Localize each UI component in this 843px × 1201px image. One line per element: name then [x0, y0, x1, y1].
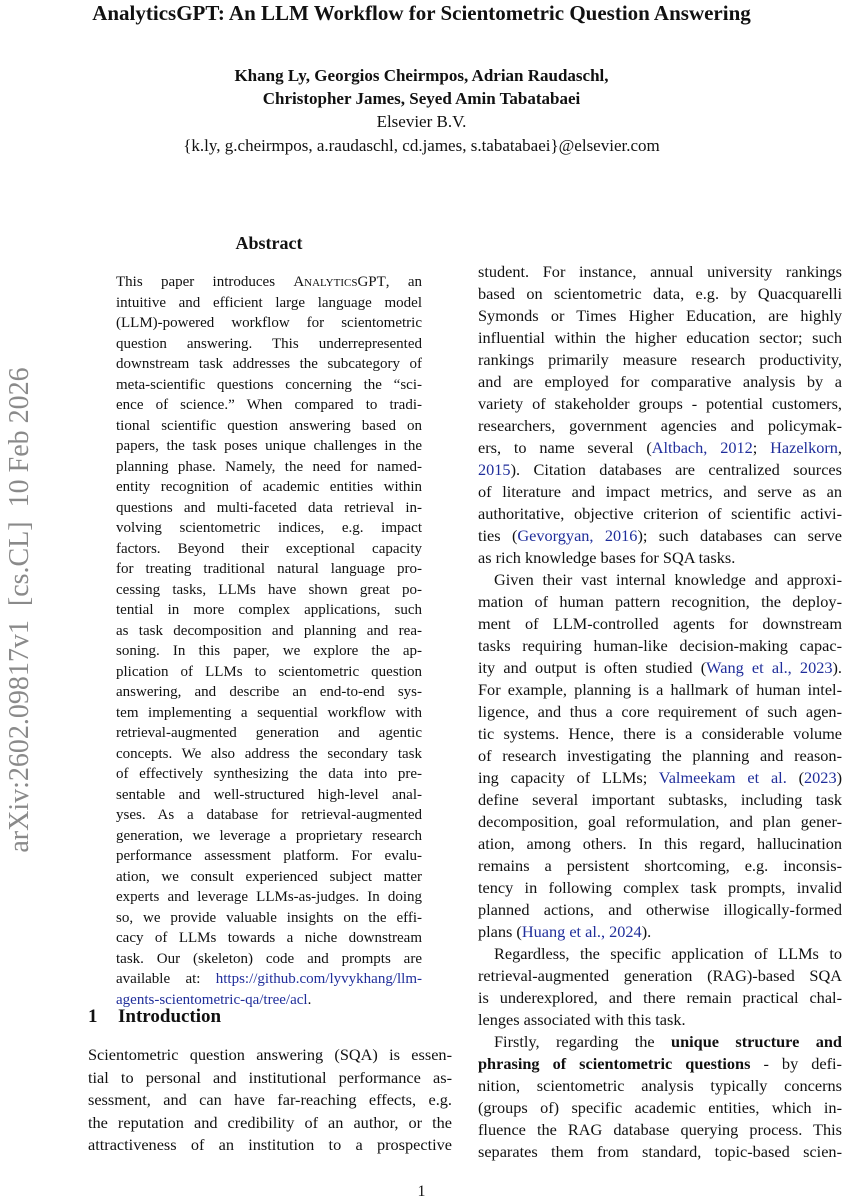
text-segment: lenges associated with this task.: [478, 1010, 686, 1029]
authors-line-2: Christopher James, Seyed Amin Tabatabaei: [262, 89, 581, 108]
text-segment: Given their vast internal knowledge and approxi-: [494, 570, 842, 589]
text-segment: This paper introduces: [116, 274, 294, 290]
text-segment: plication of LLMs to scientometric question: [116, 663, 422, 680]
text-segment: of effectively synthesizing the data into pre-: [116, 766, 422, 782]
text-segment: fluence the RAG database querying process. This: [478, 1120, 842, 1139]
citation-link[interactable]: Huang et al., 2024: [521, 922, 642, 941]
text-segment: question answering. This underrepresented: [116, 335, 422, 352]
page-number: 1: [417, 1183, 426, 1200]
text-line: [478, 657, 842, 679]
text-segment: questions and multi-faceted data retrieval in-: [116, 499, 422, 516]
affiliation: Elsevier B.V.: [376, 112, 467, 131]
text-line: [478, 745, 842, 767]
text-line: [116, 416, 422, 437]
citation-link[interactable]: 2015: [478, 460, 511, 479]
text-segment: of literature and impact metrics, and serve as an: [478, 482, 842, 501]
arxiv-stamp: arXiv:2602.09817v1 [cs.CL] 10 Feb 2026: [4, 367, 35, 853]
text-segment: ing capacity of LLMs;: [478, 768, 659, 787]
text-line: [478, 811, 842, 833]
text-segment: so, we provide valuable insights on the effi-: [116, 909, 422, 926]
text-line: [88, 1134, 452, 1157]
text-line: [478, 877, 842, 899]
text-segment: downstream task addresses the subcategory of: [116, 356, 422, 372]
section-number: 1: [88, 1006, 98, 1027]
text-segment: Regardless, the specific application of LLMs to: [494, 944, 842, 963]
citation-link[interactable]: Gevorgyan, 2016: [517, 526, 638, 545]
text-line: [478, 1009, 842, 1031]
text-segment: influential within the higher education sector; such: [478, 328, 842, 347]
text-line: [116, 313, 422, 334]
text-segment: ,: [837, 438, 842, 457]
text-segment: tem implementing a sequential workflow with: [116, 704, 422, 721]
right-column-body: [478, 261, 842, 1163]
text-line: [478, 1053, 842, 1075]
text-line: [478, 943, 842, 965]
text-segment: based on scientometric data, e.g. by Quacquarelli: [478, 284, 842, 303]
text-line: [478, 349, 842, 371]
text-line: [478, 987, 842, 1009]
text-line: [116, 826, 422, 847]
text-segment: factors. Beyond their exceptional capacity: [116, 540, 422, 557]
text-segment: for treating traditional natural language pro-: [116, 561, 422, 577]
text-segment: ation, we consult experienced subject matter: [116, 868, 422, 885]
text-line: [116, 580, 422, 601]
text-segment: (: [786, 768, 805, 787]
text-line: [478, 415, 842, 437]
text-segment: (LLM)-powered workflow for scientometric: [116, 315, 422, 331]
text-line: [116, 334, 422, 355]
text-line: [478, 1141, 842, 1163]
text-line: [116, 764, 422, 785]
text-segment: AnalyticsGPT: [293, 274, 386, 290]
text-line: [478, 723, 842, 745]
citation-link[interactable]: agents-scientometric-qa/tree/acl: [116, 991, 308, 1008]
text-line: [478, 525, 842, 547]
text-line: [478, 635, 842, 657]
text-line: [116, 293, 422, 314]
text-line: [116, 641, 422, 662]
text-segment: tic systems. Hence, there is a considerable volume: [478, 724, 842, 743]
text-line: [116, 949, 422, 970]
text-line: [478, 503, 842, 525]
text-segment: meta-scientific questions concerning the “sci-: [116, 376, 422, 393]
text-segment: tency in following complex task prompts, invalid: [478, 878, 842, 897]
text-line: [478, 767, 842, 789]
text-segment: mation of human pattern recognition, the deploy-: [478, 592, 842, 611]
text-segment: as task decomposition and planning and rea-: [116, 622, 422, 639]
text-segment: Symonds or Times Higher Education, are highly: [478, 306, 842, 325]
text-segment: generation, we leverage a proprietary research: [116, 827, 422, 844]
text-segment: sentable and well-structured high-level anal-: [116, 786, 422, 803]
text-line: [116, 785, 422, 806]
text-line: [478, 1075, 842, 1097]
text-segment: answering, and describe an end-to-end sys-: [116, 684, 422, 700]
text-segment: ).: [641, 922, 652, 941]
text-segment: .: [307, 991, 312, 1008]
text-line: [116, 539, 422, 560]
section-title: Introduction: [118, 1006, 222, 1027]
text-line: [478, 547, 842, 569]
citation-link[interactable]: https://github.com/lyvykhang/llm-: [215, 971, 422, 987]
text-segment: planned actions, and otherwise illogically-formed: [478, 900, 842, 919]
text-segment: define several important subtasks, including task: [478, 790, 842, 809]
text-segment: variety of stakeholder groups - potential customers,: [478, 394, 842, 413]
text-line: [116, 928, 422, 949]
text-segment: available at:: [116, 971, 216, 987]
text-line: [478, 591, 842, 613]
text-line: [116, 498, 422, 519]
paper-title: AnalyticsGPT: An LLM Workflow for Scientometric Question Answering: [92, 1, 751, 25]
text-segment: authoritative, objective criterion of scientific activi-: [478, 504, 842, 523]
text-segment: the reputation and credibility of an author, or the: [88, 1112, 452, 1132]
text-segment: ers, to name several (: [478, 438, 652, 457]
text-line: [478, 261, 842, 283]
text-line: [478, 371, 842, 393]
citation-link[interactable]: Altbach, 2012: [651, 438, 753, 457]
text-segment: student. For instance, annual university rankings: [478, 262, 842, 281]
text-segment: rankings primarily measure research productivity,: [478, 350, 842, 369]
text-segment: ): [836, 768, 842, 787]
text-segment: volving scientometric indices, e.g. impact: [116, 520, 422, 536]
text-segment: is underexplored, and there remain practical chal-: [478, 988, 842, 1007]
text-line: [116, 969, 422, 990]
text-line: [478, 305, 842, 327]
citation-link[interactable]: Valmeekam et al.: [658, 768, 787, 787]
text-segment: , an: [385, 274, 422, 290]
abstract-body: [116, 272, 422, 1010]
text-segment: nition, scientometric analysis typically concerns: [478, 1076, 842, 1095]
text-line: [116, 846, 422, 867]
text-line: [478, 701, 842, 723]
section-heading-introduction: [88, 1006, 221, 1028]
text-line: [116, 477, 422, 498]
text-segment: ity and output is often studied (: [478, 658, 707, 677]
text-line: [88, 1067, 452, 1090]
text-segment: concepts. We also address the secondary task: [116, 745, 422, 762]
text-segment: (groups of) specific academic entities, which in-: [478, 1098, 842, 1117]
text-line: [116, 457, 422, 478]
text-segment: intuitive and efficient large language model: [116, 294, 422, 311]
text-line: [116, 867, 422, 888]
text-segment: separates them from standard, topic-based scien-: [478, 1142, 842, 1161]
text-segment: attractiveness of an institution to a prospective: [88, 1135, 452, 1154]
text-segment: researchers, government agencies and policymak-: [478, 416, 842, 435]
text-segment: Firstly, regarding the: [494, 1032, 672, 1051]
text-line: [116, 744, 422, 765]
text-segment: tasks requiring human-like decision-making capac-: [478, 636, 842, 655]
bold-text: unique structure and: [671, 1032, 842, 1051]
text-segment: - by defi-: [750, 1054, 842, 1073]
text-segment: soning. In this paper, we explore the ap-: [116, 643, 422, 659]
text-segment: ence of science.” When compared to tradi-: [116, 397, 422, 413]
text-line: [478, 437, 842, 459]
text-line: [116, 662, 422, 683]
text-line: [478, 569, 842, 591]
text-line: [88, 1089, 452, 1112]
bold-text: phrasing of scientometric questions: [478, 1054, 751, 1073]
citation-link[interactable]: 2023: [804, 768, 837, 787]
text-segment: plans (: [478, 922, 522, 941]
text-segment: sessment, and can have far-reaching effects, e.g.: [88, 1090, 452, 1109]
text-line: [116, 436, 422, 457]
text-segment: ); such databases can serve: [637, 526, 842, 545]
text-segment: For example, planning is a hallmark of human intel-: [478, 680, 842, 699]
text-line: [88, 1044, 452, 1067]
text-segment: ment of LLM-controlled agents for downstream: [478, 614, 842, 633]
text-segment: retrieval-augmented generation (RAG)-based SQA: [478, 966, 842, 985]
text-line: [478, 855, 842, 877]
text-line: [116, 375, 422, 396]
text-line: [478, 481, 842, 503]
text-segment: tential in more complex applications, such: [116, 602, 422, 618]
text-line: [478, 1031, 842, 1053]
text-segment: ;: [752, 438, 771, 457]
text-segment: cacy of LLMs towards a niche downstream: [116, 930, 422, 946]
text-line: [478, 327, 842, 349]
text-line: [478, 613, 842, 635]
text-segment: entity recognition of academic entities within: [116, 479, 422, 495]
text-line: [478, 283, 842, 305]
text-line: [478, 679, 842, 701]
text-line: [116, 621, 422, 642]
text-line: [116, 682, 422, 703]
text-line: [478, 1119, 842, 1141]
citation-link[interactable]: Hazelkorn: [770, 438, 838, 457]
abstract-heading: Abstract: [235, 233, 303, 253]
text-line: [478, 921, 842, 943]
text-segment: cessing tasks, LLMs have shown great po-: [116, 581, 422, 598]
text-line: [116, 600, 422, 621]
text-line: [478, 899, 842, 921]
text-line: [478, 1097, 842, 1119]
text-segment: remains a persistent shortcoming, e.g. inconsis-: [478, 856, 842, 875]
text-line: [116, 887, 422, 908]
text-segment: performance assessment platform. For evalu-: [116, 848, 422, 864]
text-segment: ties (: [478, 526, 518, 545]
text-line: [478, 393, 842, 415]
citation-link[interactable]: Wang et al., 2023: [706, 658, 833, 677]
text-line: [478, 789, 842, 811]
text-line: [116, 703, 422, 724]
text-line: [116, 395, 422, 416]
text-segment: planning phase. Namely, the need for named-: [116, 458, 422, 475]
text-line: [478, 833, 842, 855]
text-line: [116, 723, 422, 744]
text-line: [116, 354, 422, 375]
text-segment: ligence, and thus a core requirement of such agen-: [478, 702, 842, 721]
text-segment: yses. As a database for retrieval-augmented: [116, 807, 422, 823]
text-line: [116, 908, 422, 929]
text-segment: of research investigating the planning and reason-: [478, 746, 842, 765]
text-segment: ). Citation databases are centralized sources: [510, 460, 842, 479]
text-line: [478, 965, 842, 987]
text-segment: task. Our (skeleton) code and prompts are: [116, 950, 422, 967]
authors-line-1: Khang Ly, Georgios Cheirmpos, Adrian Raudaschl,: [234, 66, 609, 85]
text-segment: retrieval-augmented generation and agentic: [116, 725, 422, 741]
text-line: [116, 805, 422, 826]
text-line: [88, 1112, 452, 1135]
introduction-body: [88, 1044, 452, 1157]
text-segment: tional scientific question answering based on: [116, 417, 422, 434]
text-segment: ).: [832, 658, 842, 677]
text-line: [116, 272, 422, 293]
text-segment: and are employed for comparative analysis by a: [478, 372, 842, 391]
text-line: [478, 459, 842, 481]
text-segment: decomposition, goal reformulation, and plan gener-: [478, 812, 842, 831]
text-segment: Scientometric question answering (SQA) is essen-: [88, 1045, 452, 1064]
text-segment: as rich knowledge bases for SQA tasks.: [478, 548, 736, 567]
text-segment: papers, the task poses unique challenges in the: [116, 438, 422, 454]
text-segment: experts and leverage LLMs-as-judges. In doing: [116, 889, 422, 905]
author-emails: {k.ly, g.cheirmpos, a.raudaschl, cd.james, s.tabatabaei}@elsevier.com: [183, 136, 660, 155]
text-segment: ation, among others. In this regard, hallucination: [478, 834, 842, 853]
text-line: [116, 518, 422, 539]
text-segment: tial to personal and institutional performance as-: [88, 1067, 452, 1087]
text-line: [116, 559, 422, 580]
